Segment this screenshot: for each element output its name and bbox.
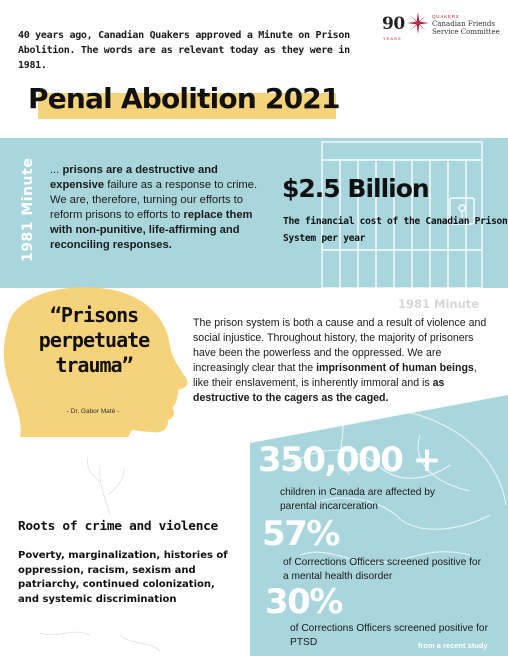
minute-paragraph-part: , like their enslavement, is inherently immoral and is xyxy=(193,362,477,389)
cost-label: The financial cost of the Canadian Prison System per year xyxy=(283,216,508,244)
head-quote: “Prisons perpetuate trauma” xyxy=(38,303,150,377)
logo-org-name xyxy=(432,20,500,36)
page-title: Penal Abolition 2021 xyxy=(28,82,340,115)
minute-quote-bold: replace them with non-punitive, life-affirming and reconciling responses. xyxy=(50,209,253,251)
stat-value: 350,000 + xyxy=(258,440,440,480)
minute-quote-part: ... xyxy=(50,164,63,176)
minute-paragraph-bold: imprisonment of human beings xyxy=(316,362,474,374)
stat-text: children in Canada are affected by parental incarceration xyxy=(280,487,435,512)
star-icon xyxy=(407,12,429,34)
minute-quote-part: failure as a response to crime. We are, therefore, turning our efforts to reform prisons to efforts to xyxy=(50,179,258,221)
logo-quakers: QUAKERS xyxy=(432,14,460,19)
minute-paragraph-part: The prison system is both a cause and a result of violence and social injustice. Throughout history, the majority of prisoners have been the powerless and the oppressed. We are increasingly clear that the xyxy=(193,317,487,374)
cfsc-logo xyxy=(382,12,502,42)
stat-text: of Corrections Officers screened positive for PTSD xyxy=(290,623,488,648)
minute-paragraph-bold: as destructive to the cagers as the caged. xyxy=(193,377,445,404)
minute-quote-bold: prisons are a destructive and expensive xyxy=(50,164,218,191)
stat-value: 57% xyxy=(262,514,339,554)
minute-label: 1981 Minute xyxy=(398,297,480,311)
logo-org-line1: Canadian Friends xyxy=(432,20,496,28)
logo-org-line2: Service Committee xyxy=(432,28,500,36)
roots-text: Poverty, marginalization, histories of oppression, racism, sexism and patriarchy, continued colonization, and systemic discrimination xyxy=(18,550,228,605)
stat-value: 30% xyxy=(265,582,342,622)
stat-text: of Corrections Officers screened positive for a mental health disorder xyxy=(283,557,481,582)
cost-amount: $2.5 Billion xyxy=(282,174,429,203)
roots-title: Roots of crime and violence xyxy=(18,519,218,534)
logo-years: YEARS xyxy=(383,36,402,41)
quote-attribution: - Dr. Gabor Maté - xyxy=(66,408,120,415)
recent-study-note: from a recent study xyxy=(418,641,488,650)
logo-number: 90 xyxy=(382,14,405,34)
intro-text: 40 years ago, Canadian Quakers approved a Minute on Prison Abolition. The words are as relevant today as they were in 1981. xyxy=(18,30,350,71)
minute-paragraph xyxy=(193,316,493,406)
minute-vertical-label: 1981 Minute xyxy=(20,157,36,262)
minute-quote xyxy=(50,163,268,253)
